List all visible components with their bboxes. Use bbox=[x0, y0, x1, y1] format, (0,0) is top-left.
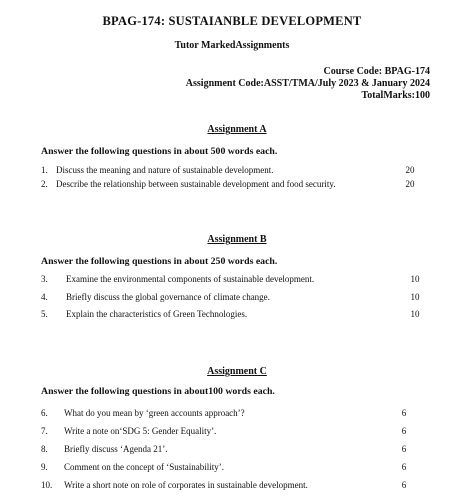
question-text: Briefly discuss the global governance of climate change. bbox=[66, 292, 270, 302]
total-marks: TotalMarks:100 bbox=[361, 90, 430, 101]
question-text: Write a note on‘SDG 5: Gender Equality’. bbox=[64, 426, 217, 436]
question-number: 5. bbox=[41, 309, 48, 319]
question-marks: 6 bbox=[401, 444, 407, 454]
question-marks: 6 bbox=[401, 408, 407, 418]
document-subtitle: Tutor MarkedAssignments bbox=[174, 40, 290, 51]
section-instruction-a: Answer the following questions in about 500 words each. bbox=[41, 146, 278, 157]
question-marks: 10 bbox=[410, 274, 420, 284]
document-title: BPAG-174: SUSTAIANBLE DEVELOPMENT bbox=[102, 14, 362, 28]
question-number: 8. bbox=[41, 444, 48, 454]
question-text: Briefly discuss ‘Agenda 21’. bbox=[64, 444, 168, 454]
question-text: Examine the environmental components of sustainable development. bbox=[66, 274, 315, 284]
question-number: 7. bbox=[41, 426, 48, 436]
course-code: Course Code: BPAG-174 bbox=[323, 66, 430, 77]
question-text: Write a short note on role of corporates in sustainable development. bbox=[64, 480, 308, 490]
question-marks: 10 bbox=[410, 309, 420, 319]
question-marks: 6 bbox=[401, 426, 407, 436]
question-number: 6. bbox=[41, 408, 48, 418]
question-number: 9. bbox=[41, 462, 48, 472]
section-instruction-b: Answer the following questions in about 250 words each. bbox=[41, 256, 278, 267]
section-instruction-c: Answer the following questions in about100 words each. bbox=[41, 386, 275, 397]
question-number: 3. bbox=[41, 274, 48, 284]
question-text: Comment on the concept of ‘Sustainability’. bbox=[64, 462, 224, 472]
section-heading-a: Assignment A bbox=[207, 124, 267, 135]
question-text: Explain the characteristics of Green Technologies. bbox=[66, 309, 248, 319]
question-marks: 10 bbox=[410, 292, 420, 302]
question-marks: 6 bbox=[401, 480, 407, 490]
question-number: 10. bbox=[41, 480, 53, 490]
question-marks: 20 bbox=[405, 179, 415, 189]
question-number: 2. bbox=[41, 179, 48, 189]
section-heading-c: Assignment C bbox=[207, 366, 267, 377]
section-heading-b: Assignment B bbox=[207, 234, 267, 245]
question-text: Describe the relationship between sustainable development and food security. bbox=[56, 179, 336, 189]
question-text: Discuss the meaning and nature of sustainable development. bbox=[56, 165, 274, 175]
assignment-code: Assignment Code:ASST/TMA/July 2023 & January 2024 bbox=[185, 78, 430, 89]
question-marks: 20 bbox=[405, 165, 415, 175]
question-number: 4. bbox=[41, 292, 48, 302]
question-number: 1. bbox=[41, 165, 48, 175]
question-text: What do you mean by ‘green accounts approach’? bbox=[64, 408, 245, 418]
question-marks: 6 bbox=[401, 462, 407, 472]
